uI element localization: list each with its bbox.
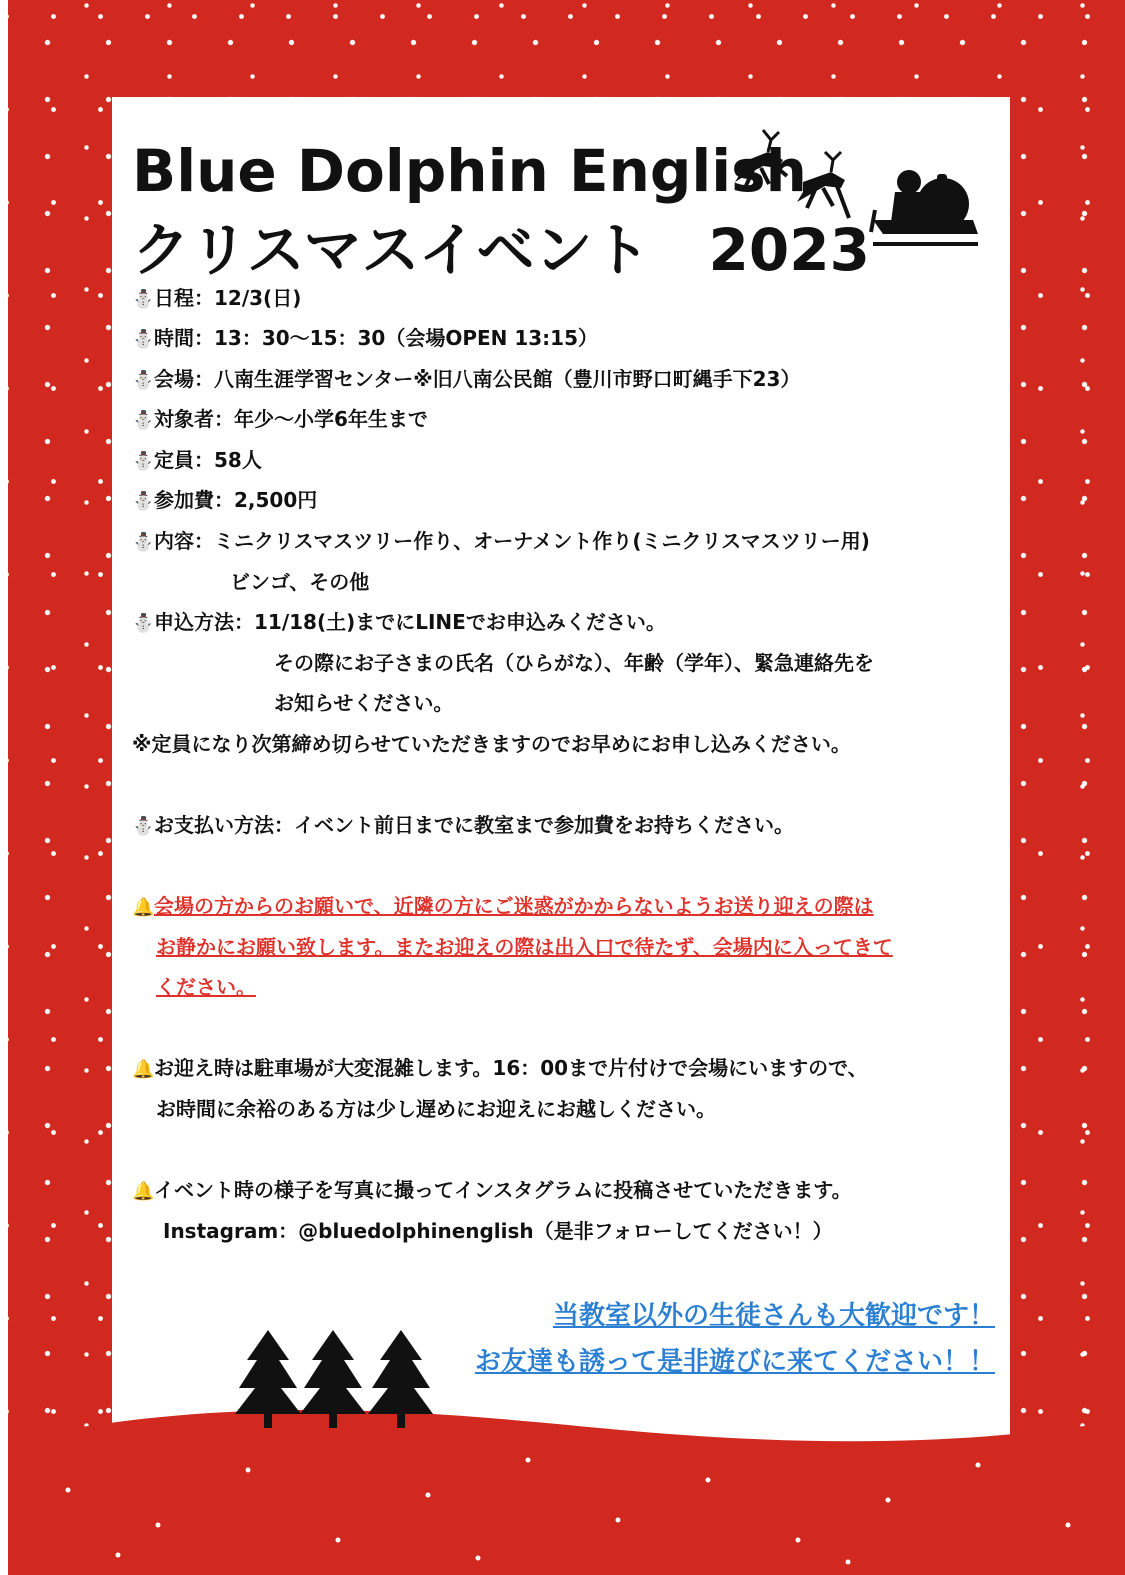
tree-bullet-icon: ⛄	[132, 816, 155, 837]
tree-bullet-icon: ⛄	[132, 289, 155, 310]
detail-payment-text: お支払い方法：イベント前日までに教室まで参加費をお持ちください。	[154, 813, 794, 837]
notice-red-1-text: 会場の方からのお願いで、近隣の方にご迷惑がかからないようお送り迎えの際は	[154, 894, 874, 918]
notice-red-3: ください。	[156, 975, 256, 999]
bell-icon: 🔔	[132, 897, 155, 918]
detail-time	[132, 325, 598, 353]
bell-icon: 🔔	[132, 1181, 155, 1202]
notice-pickup-1	[132, 1055, 868, 1083]
detail-target	[132, 406, 428, 434]
closing-line-1: 当教室以外の生徒さんも大歓迎です！	[552, 1301, 995, 1331]
detail-capacity-text: 定員：58人	[154, 448, 262, 472]
detail-apply-cont-1: その際にお子さまの氏名（ひらがな）、年齢（学年）、緊急連絡先を	[274, 651, 874, 675]
detail-content-text: 内容：ミニクリスマスツリー作り、オーナメント作り(ミニクリスマスツリー用)	[154, 529, 870, 553]
notice-photo-1	[132, 1177, 852, 1205]
bell-icon: 🔔	[132, 1059, 155, 1080]
tree-bullet-icon: ⛄	[132, 370, 155, 391]
detail-time-text: 時間：13：30～15：30（会場OPEN 13:15）	[154, 326, 599, 350]
detail-payment	[132, 812, 794, 840]
poster-background	[8, 0, 1125, 1575]
tree-bullet-icon: ⛄	[132, 491, 155, 512]
title-japanese: クリスマスイベント 2023	[132, 216, 870, 284]
detail-fee	[132, 487, 317, 515]
detail-date-text: 日程：12/3(日)	[154, 286, 302, 310]
tree-bullet-icon: ⛄	[132, 532, 155, 553]
detail-venue	[132, 366, 800, 394]
notice-photo-2: Instagram：@bluedolphinenglish（是非フォローしてください！）	[163, 1219, 833, 1243]
detail-venue-text: 会場：八南生涯学習センター※旧八南公民館（豊川市野口町縄手下23）	[154, 367, 801, 391]
detail-content-cont: ビンゴ、その他	[230, 570, 370, 594]
detail-date	[132, 285, 301, 313]
detail-capacity	[132, 447, 262, 475]
detail-apply-text: 申込方法：11/18(土)までにLINEでお申込みください。	[154, 610, 666, 634]
snow-hill-decoration	[8, 1300, 1125, 1575]
detail-target-text: 対象者：年少～小学6年生まで	[154, 407, 428, 431]
notice-red-1	[132, 893, 874, 921]
detail-apply-cont-2: お知らせください。	[274, 691, 454, 715]
tree-bullet-icon: ⛄	[132, 451, 155, 472]
detail-content	[132, 528, 870, 556]
tree-bullet-icon: ⛄	[132, 410, 155, 431]
notice-pickup-2: お時間に余裕のある方は少し遅めにお迎えにお越しください。	[156, 1097, 716, 1121]
detail-fee-text: 参加費：2,500円	[154, 488, 318, 512]
notice-red-2: お静かにお願い致します。またお迎えの際は出入口で待たず、会場内に入ってきて	[156, 935, 893, 959]
title-english: Blue Dolphin English	[132, 137, 807, 205]
note-capacity: ※定員になり次第締め切らせていただきますのでお早めにお申し込みください。	[132, 732, 851, 756]
closing-line-2: お友達も誘って是非遊びに来てください！！	[474, 1347, 995, 1377]
christmas-trees-icon	[233, 1330, 433, 1430]
detail-apply	[132, 609, 666, 637]
tree-bullet-icon: ⛄	[132, 613, 155, 634]
notice-pickup-1-text: お迎え時は駐車場が大変混雑します。16：00まで片付けで会場にいますので、	[154, 1056, 868, 1080]
tree-bullet-icon: ⛄	[132, 329, 155, 350]
notice-photo-1-text: イベント時の様子を写真に撮ってインスタグラムに投稿させていただきます。	[154, 1178, 852, 1202]
